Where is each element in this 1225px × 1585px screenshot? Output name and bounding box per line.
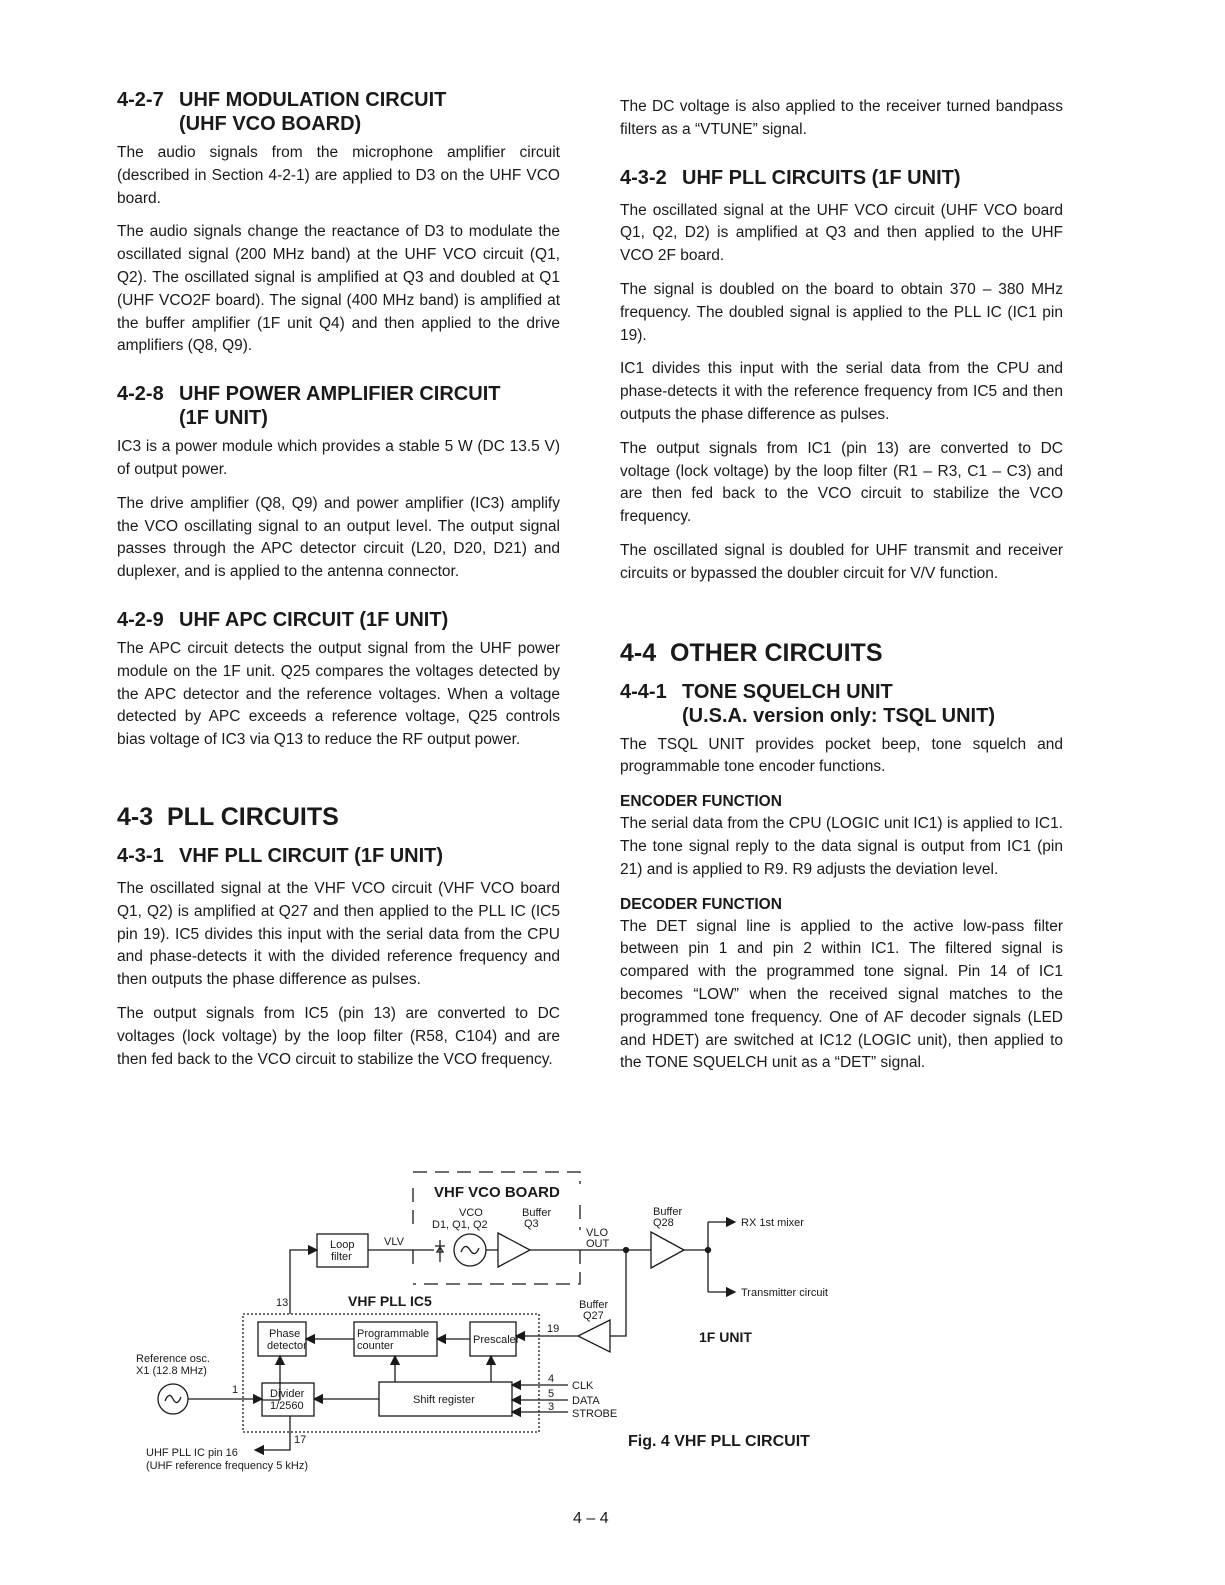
vco-label: VCO: [459, 1207, 483, 1219]
buffer-q3-label: Buffer: [522, 1207, 552, 1219]
paragraph: The audio signals from the microphone amplifier circuit (described in Section 4-2-1) are applied to D3 on the UHF VCO board.: [117, 144, 560, 207]
buffer-q28: [651, 1232, 684, 1268]
section-title: PLL CIRCUITS: [167, 802, 339, 831]
divider-label: Divider: [270, 1388, 305, 1400]
vlv-label: VLV: [384, 1236, 404, 1248]
section-title-cont: (UHF VCO BOARD): [179, 113, 362, 135]
section-title: OTHER CIRCUITS: [670, 638, 883, 667]
loop-filter-label-2: filter: [331, 1251, 352, 1263]
paragraph: The oscillated signal at the UHF VCO circuit (UHF VCO board Q1, Q2, D2) is amplified at Q3 and then applied to the UHF VCO 2F board.: [620, 201, 1063, 265]
uhf-pll-pin-label: UHF PLL IC pin 16: [146, 1447, 238, 1459]
paragraph: The output signals from IC5 (pin 13) are converted to DC voltages (lock voltage) by the loop filter (R58, C104) and are then fed back to the VCO circuit to stabilize the VCO frequency.: [117, 1004, 560, 1068]
phase-detector-label: Phase: [269, 1328, 301, 1340]
rx-mixer-label: RX 1st mixer: [741, 1217, 804, 1229]
strobe-label: STROBE: [572, 1408, 618, 1420]
pin-13-label: 13: [276, 1297, 289, 1309]
paragraph: IC1 divides this input with the serial data from the CPU and phase-detects it with the reference frequency from IC5 and then outputs the phase difference as pulses.: [620, 360, 1063, 423]
phase-detector-label-2: detector: [267, 1340, 307, 1352]
paragraph: The oscillated signal at the VHF VCO circuit (VHF VCO board Q1, Q2) is amplified at Q27 and then applied to the PLL IC (IC5 pin 19). IC5 divides this input with the serial data from the CPU and phase-detects it with the divided reference frequency and then outputs the phase difference as pulses.: [117, 879, 560, 989]
page-number: 4 – 4: [573, 1510, 609, 1527]
divider-ratio-label: 1/2560: [270, 1400, 304, 1412]
section-number: 4-3: [117, 802, 154, 831]
vlo-label: VLO: [586, 1227, 609, 1239]
buffer-q27-label: Buffer: [579, 1299, 609, 1311]
paragraph: The DC voltage is also applied to the receiver turned bandpass filters as a “VTUNE” signal.: [620, 98, 1063, 138]
q28-label: Q28: [653, 1217, 674, 1229]
uhf-reference-label: (UHF reference frequency 5 kHz): [146, 1460, 308, 1472]
1f-unit-label: 1F UNIT: [699, 1329, 752, 1345]
paragraph: The drive amplifier (Q8, Q9) and power amplifier (IC3) amplify the VCO oscillating signal to an output level. The output signal passes through the APC detector circuit (L20, D20, D21) and duplexer, and is applied to the antenna connector.: [117, 494, 560, 581]
q27-label: Q27: [583, 1310, 604, 1322]
buffer-q28-label: Buffer: [653, 1206, 683, 1218]
section-number: 4-3-2: [620, 166, 667, 189]
reference-osc-label: Reference osc.: [136, 1353, 210, 1365]
pin-17-label: 17: [294, 1434, 307, 1446]
section-title: VHF PLL CIRCUIT (1F UNIT): [179, 844, 444, 867]
paragraph: The audio signals change the reactance of D3 to modulate the oscillated signal (200 MHz band) at the UHF VCO circuit (Q1, Q2). The oscillated signal is amplified at Q3 and doubled at Q1 (UHF VCO2F board). The signal (400 MHz band) is amplified at the buffer amplifier (1F unit Q4) and then applied to the drive amplifiers (Q8, Q9).: [117, 223, 560, 355]
section-title: TONE SQUELCH UNIT: [682, 680, 893, 703]
section-title: UHF MODULATION CIRCUIT: [179, 89, 447, 111]
section-number: 4-2-8: [117, 383, 164, 406]
pin-1-label: 1: [232, 1384, 239, 1396]
tx-circuit-label: Transmitter circuit: [741, 1287, 828, 1299]
loop-filter-label: Loop: [330, 1239, 355, 1251]
section-number: 4-2-9: [117, 608, 164, 631]
paragraph: The signal is doubled on the board to obtain 370 – 380 MHz frequency. The doubled signal is applied to the PLL IC (IC1 pin 19).: [620, 280, 1063, 344]
clk-label: CLK: [572, 1380, 594, 1392]
programmable-counter-label: Programmable: [357, 1328, 430, 1340]
section-title-cont: (U.S.A. version only: TSQL UNIT): [682, 704, 995, 727]
prescaler-label: Prescaler: [473, 1334, 520, 1346]
section-number: 4-3-1: [117, 844, 164, 867]
section-title-cont: (1F UNIT): [179, 407, 268, 430]
paragraph: The APC circuit detects the output signal from the UHF power module on the 1F unit. Q25 compares the voltages detected by the APC detector and the reference voltages. When a voltage detected by APC exceeds a reference voltage, Q25 controls bias voltage of IC3 via Q13 to reduce the RF output power.: [117, 639, 560, 749]
section-title: UHF PLL CIRCUITS (1F UNIT): [682, 166, 961, 189]
paragraph: The output signals from IC1 (pin 13) are converted to DC voltage (lock voltage) by the loop filter (R1 – R3, C1 – C3) and are then fed back to the VCO circuit to stabilize the VCO frequency.: [620, 439, 1063, 526]
vco-board-label: VHF VCO BOARD: [434, 1184, 560, 1201]
paragraph: The oscillated signal is doubled for UHF transmit and receiver circuits or bypassed the doubler circuit for V/V function.: [620, 541, 1063, 582]
subheading-encoder: ENCODER FUNCTION: [620, 793, 782, 811]
section-number: 4-4-1: [620, 680, 667, 703]
programmable-counter-label-2: counter: [357, 1340, 394, 1352]
pin-3-label: 3: [548, 1401, 555, 1413]
pin-19-label: 19: [547, 1323, 560, 1335]
shift-register-label: Shift register: [413, 1394, 475, 1406]
pin-5-label: 5: [548, 1388, 555, 1400]
paragraph: The TSQL UNIT provides pocket beep, tone squelch and programmable tone encoder functions.: [620, 735, 1063, 776]
subheading-decoder: DECODER FUNCTION: [620, 895, 782, 913]
data-label: DATA: [572, 1395, 600, 1407]
section-title: UHF APC CIRCUIT (1F UNIT): [179, 608, 449, 631]
section-number: 4-4: [620, 638, 657, 667]
paragraph: IC3 is a power module which provides a stable 5 W (DC 13.5 V) of output power.: [117, 438, 560, 478]
buffer-q3: [498, 1233, 530, 1267]
reference-osc-freq-label: X1 (12.8 MHz): [136, 1365, 207, 1377]
section-number: 4-2-7: [117, 89, 164, 111]
paragraph: The serial data from the CPU (LOGIC unit IC1) is applied to IC1. The tone signal reply to the data signal is output from IC1 (pin 21) and is applied to R9. R9 adjusts the deviation level.: [620, 815, 1063, 878]
pin-4-label: 4: [548, 1373, 555, 1385]
buffer-q27: [578, 1320, 610, 1352]
section-title: UHF POWER AMPLIFIER CIRCUIT: [179, 383, 501, 406]
q3-label: Q3: [524, 1218, 539, 1230]
out-label: OUT: [586, 1238, 610, 1250]
paragraph: The DET signal line is applied to the active low-pass filter between pin 1 and pin 2 within IC1. The filtered signal is compared with the programmed tone signal. Pin 14 of IC1 becomes “LOW” when the received signal matches to the programmed tone frequency. One of AF decoder signals (LED and HDET) are switched at IC12 (LOGIC unit), then applied to the TONE SQUELCH unit as a “DET” signal.: [620, 917, 1063, 1072]
vco-parts-label: D1, Q1, Q2: [432, 1219, 488, 1231]
pll-ic-label: VHF PLL IC5: [348, 1293, 432, 1309]
figure-caption: Fig. 4 VHF PLL CIRCUIT: [628, 1433, 810, 1450]
